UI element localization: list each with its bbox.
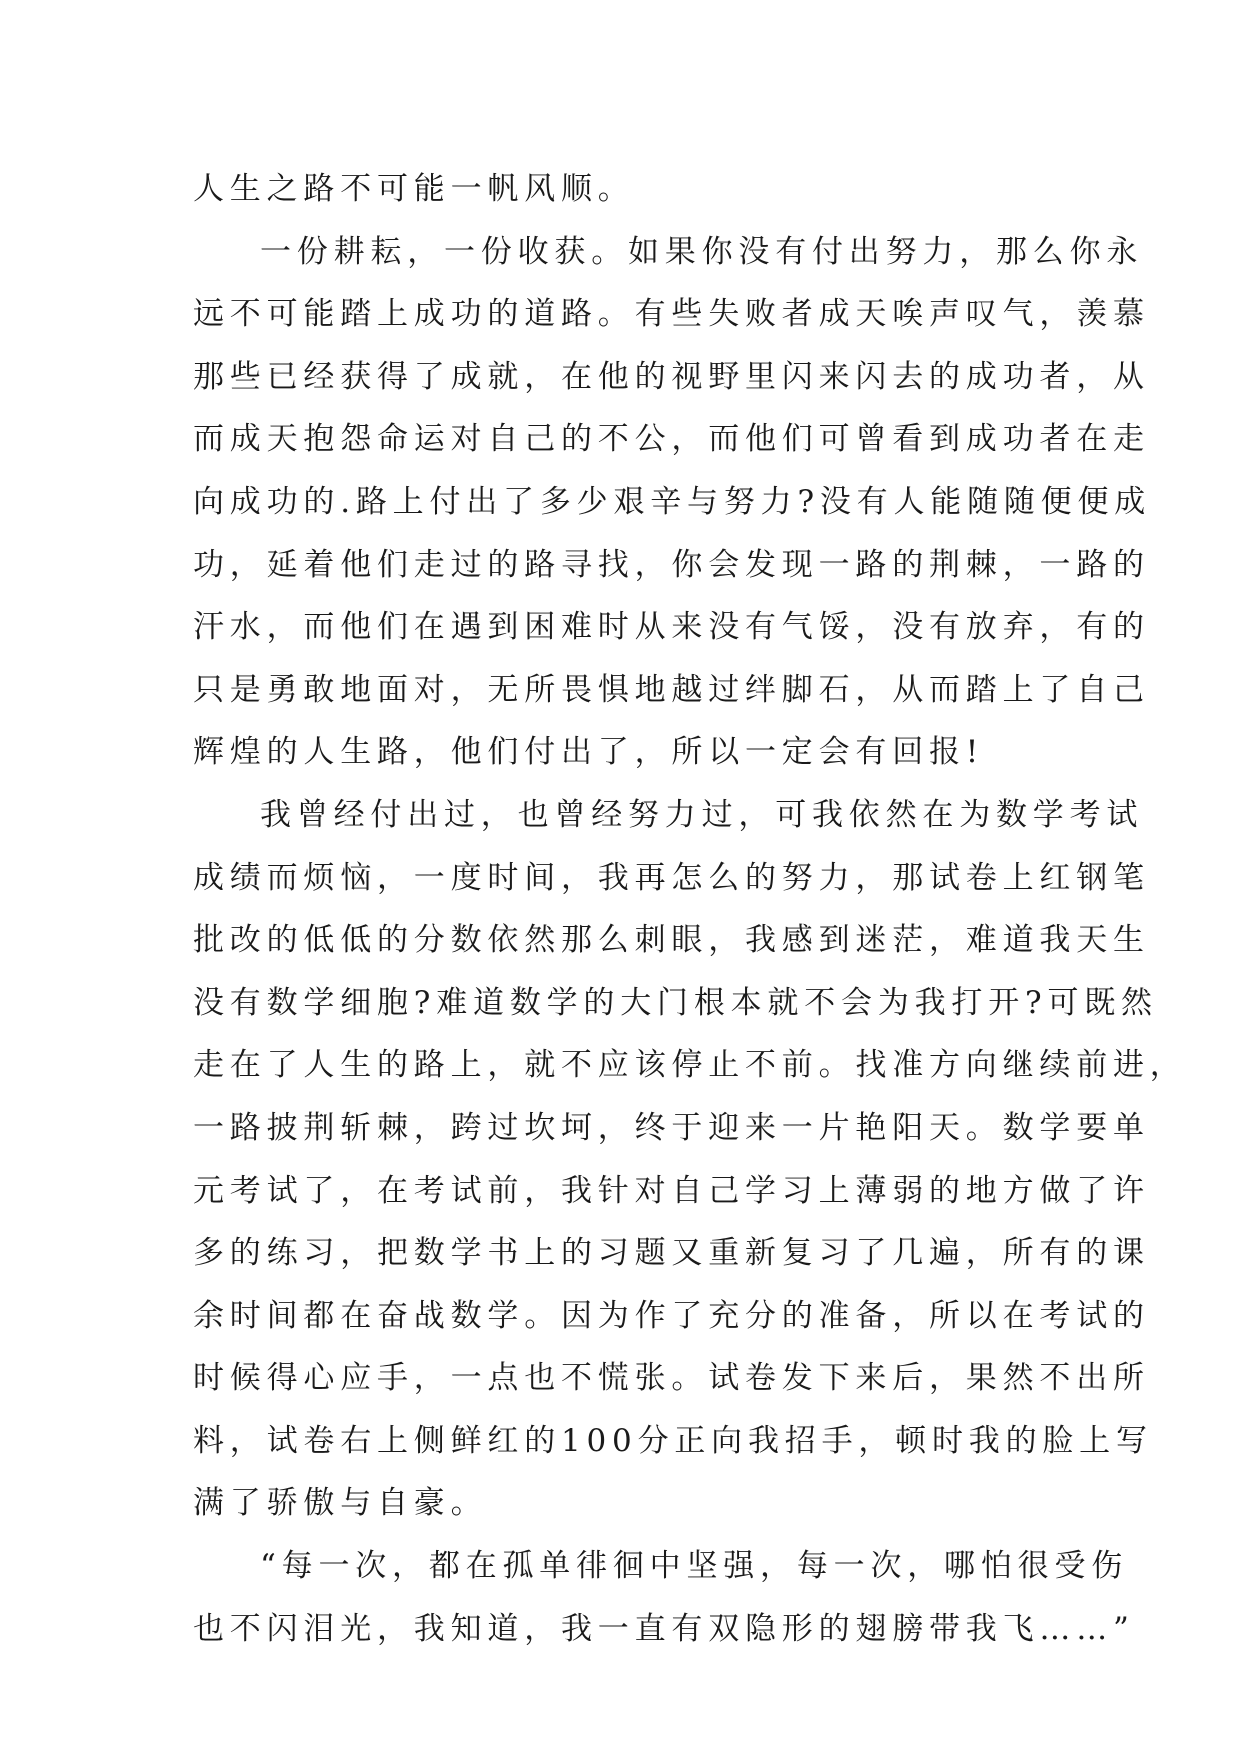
text-line: 汗水，而他们在遇到困难时从来没有气馁，没有放弃，有的 [193, 609, 1150, 646]
body-text [193, 158, 1187, 1660]
text-line: 人生之路不可能一帆风顺。 [193, 171, 635, 207]
paragraph-first-line: 我曾经付出过，也曾经努力过，可我依然在为数学考试 [260, 796, 1144, 833]
text-line: 一路披荆斩棘，跨过坎坷，终于迎来一片艳阳天。数学要单 [193, 1109, 1150, 1146]
text-line: 料，试卷右上侧鲜红的100分正向我招手，顿时我的脸上写 [193, 1422, 1153, 1459]
text-line: 远不可能踏上成功的道路。有些失败者成天唉声叹气，羡慕 [193, 296, 1150, 333]
paragraph-first-line: 一份耕耘，一份收获。如果你没有付出努力，那么你永 [260, 233, 1144, 270]
text-line: 多的练习，把数学书上的习题又重新复习了几遍，所有的课 [193, 1235, 1150, 1272]
text-line: 只是勇敢地面对，无所畏惧地越过绊脚石，从而踏上了自己 [193, 671, 1150, 708]
text-line: 那些已经获得了成就，在他的视野里闪来闪去的成功者，从 [193, 358, 1150, 395]
text-line: 走在了人生的路上，就不应该停止不前。找准方向继续前进， [193, 1047, 1187, 1084]
text-line: 元考试了，在考试前，我针对自己学习上薄弱的地方做了许 [193, 1172, 1150, 1209]
paragraph-first-line: “每一次，都在孤单徘徊中坚强，每一次，哪怕很受伤 [260, 1548, 1129, 1585]
text-line: 批改的低低的分数依然那么刺眼，我感到迷茫，难道我天生 [193, 922, 1150, 959]
text-line: 成绩而烦恼，一度时间，我再怎么的努力，那试卷上红钢笔 [193, 859, 1150, 896]
text-line: 功，延着他们走过的路寻找，你会发现一路的荆棘，一路的 [193, 546, 1150, 583]
text-line: 余时间都在奋战数学。因为作了充分的准备，所以在考试的 [193, 1297, 1150, 1334]
text-line: 而成天抱怨命运对自己的不公，而他们可曾看到成功者在走 [193, 421, 1150, 458]
text-line: 没有数学细胞?难道数学的大门根本就不会为我打开?可既然 [193, 984, 1158, 1021]
text-line: 向成功的.路上付出了多少艰辛与努力?没有人能随随便便成 [193, 483, 1152, 520]
text-line: 也不闪泪光，我知道，我一直有双隐形的翅膀带我飞……” [193, 1610, 1135, 1647]
text-line: 时候得心应手，一点也不慌张。试卷发下来后，果然不出所 [193, 1360, 1150, 1397]
text-line: 辉煌的人生路，他们付出了，所以一定会有回报! [193, 734, 985, 771]
text-line: 满了骄傲与自豪。 [193, 1485, 488, 1522]
